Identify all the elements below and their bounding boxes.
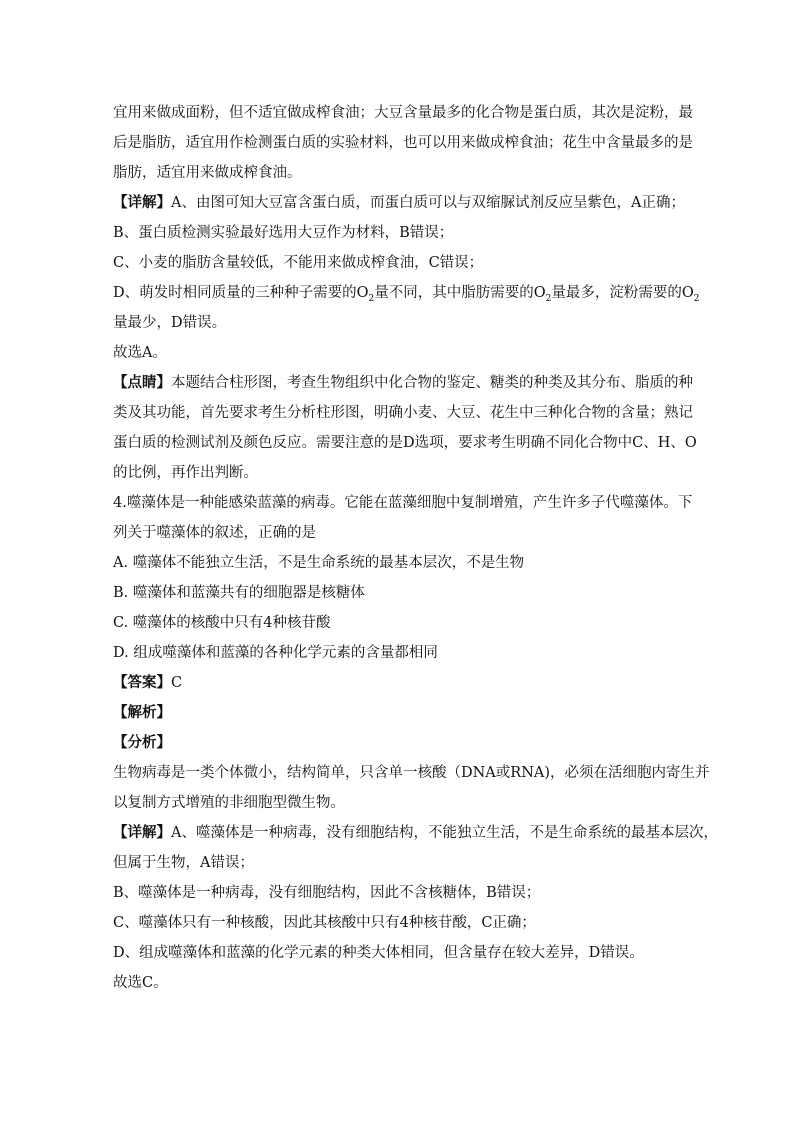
oxygen-subscript: 2 <box>693 293 700 304</box>
prev-comment-line-2: 类及其功能，首先要求考生分析柱形图，明确小麦、大豆、花生中三种化合物的含量；熟记 <box>113 405 693 421</box>
prev-detail-d-line-2: 量最少，D错误。 <box>113 315 227 331</box>
oxygen-subscript: 2 <box>368 293 375 304</box>
detail-tag: 【详解】 <box>113 824 171 841</box>
fenxi-line-1: 生物病毒是一类个体微小，结构简单，只含单一核酸（DNA或RNA)，必须在活细胞内寄生并 <box>113 765 710 781</box>
oxygen-subscript: 2 <box>545 293 552 304</box>
prev-detail-d-part-1: D、萌发时相同质量的三种种子需要的O <box>113 285 369 301</box>
prev-comment-text-1: 本题结合柱形图，考查生物组织中化合物的鉴定、糖类的种类及其分布、脂质的种 <box>171 375 693 391</box>
prev-comment-line-4: 的比例，再作出判断。 <box>113 465 258 481</box>
answer-line <box>113 668 683 698</box>
prev-analysis-line-2: 后是脂肪，适宜用作检测蛋白质的实验材料，也可以用来做成榨食油；花生中含量最多的是 <box>113 135 693 151</box>
answer-value: C <box>171 675 183 691</box>
question-4-option-b: B. 噬藻体和蓝藻共有的细胞器是核糖体 <box>113 585 365 601</box>
prev-comment-line-1 <box>113 368 693 398</box>
fenxi-line-2: 以复制方式增殖的非细胞型微生物。 <box>113 795 345 811</box>
question-4-option-c: C. 噬藻体的核酸中只有4种核苷酸 <box>113 615 331 631</box>
detail-c: C、噬藻体只有一种核酸，因此其核酸中只有4种核苷酸，C正确； <box>113 915 536 931</box>
question-4-stem-line-1: 4.噬藻体是一种能感染蓝藻的病毒。它能在蓝藻细胞中复制增殖，产生许多子代噬藻体。下 <box>113 495 693 511</box>
prev-choice: 故选A。 <box>113 345 167 361</box>
detail-tag: 【详解】 <box>113 194 171 211</box>
prev-detail-a-text: A、由图可知大豆富含蛋白质，而蛋白质可以与双缩脲试剂反应呈紫色，A正确； <box>171 195 685 211</box>
question-4-option-d: D. 组成噬藻体和蓝藻的各种化学元素的含量都相同 <box>113 645 438 661</box>
analysis-heading: 【解析】 <box>113 704 171 721</box>
question-4-option-a: A. 噬藻体不能独立生活，不是生命系统的最基本层次，不是生物 <box>113 555 525 571</box>
prev-analysis-line-1: 宜用来做成面粉，但不适宜做成榨食油；大豆含量最多的化合物是蛋白质，其次是淀粉，最 <box>113 105 693 121</box>
prev-analysis-line-3: 脂肪，适宜用来做成榨食油。 <box>113 165 302 181</box>
prev-detail-b: B、蛋白质检测实验最好选用大豆作为材料，B错误； <box>113 225 454 241</box>
prev-detail-d-part-2: 量不同，其中脂肪需要的O <box>374 285 546 301</box>
detail-a-text: A、噬藻体是一种病毒，没有细胞结构，不能独立生活，不是生命系统的最基本层次， <box>171 825 718 841</box>
detail-a-line-2: 但属于生物，A错误； <box>113 855 254 871</box>
document-content <box>113 98 718 998</box>
answer-tag: 【答案】 <box>113 674 171 691</box>
final-choice: 故选C。 <box>113 975 168 991</box>
comment-tag: 【点睛】 <box>113 374 171 391</box>
prev-detail-d-part-3: 量最多，淀粉需要的O <box>551 285 694 301</box>
prev-comment-line-3: 蛋白质的检测试剂及颜色反应。需要注意的是D选项，要求考生明确不同化合物中C、H、O <box>113 435 697 451</box>
fenxi-heading: 【分析】 <box>113 734 171 751</box>
detail-d: D、组成噬藻体和蓝藻的化学元素的种类大体相同，但含量存在较大差异，D错误。 <box>113 945 644 961</box>
question-4-stem-line-2: 列关于噬藻体的叙述，正确的是 <box>113 525 316 541</box>
prev-detail-c: C、小麦的脂肪含量较低，不能用来做成榨食油，C错误； <box>113 255 484 271</box>
prev-detail-a <box>113 188 683 218</box>
detail-b: B、噬藻体是一种病毒，没有细胞结构，因此不含核糖体，B错误； <box>113 885 541 901</box>
prev-detail-d-line-1 <box>113 278 700 308</box>
detail-a-line-1 <box>113 818 718 848</box>
